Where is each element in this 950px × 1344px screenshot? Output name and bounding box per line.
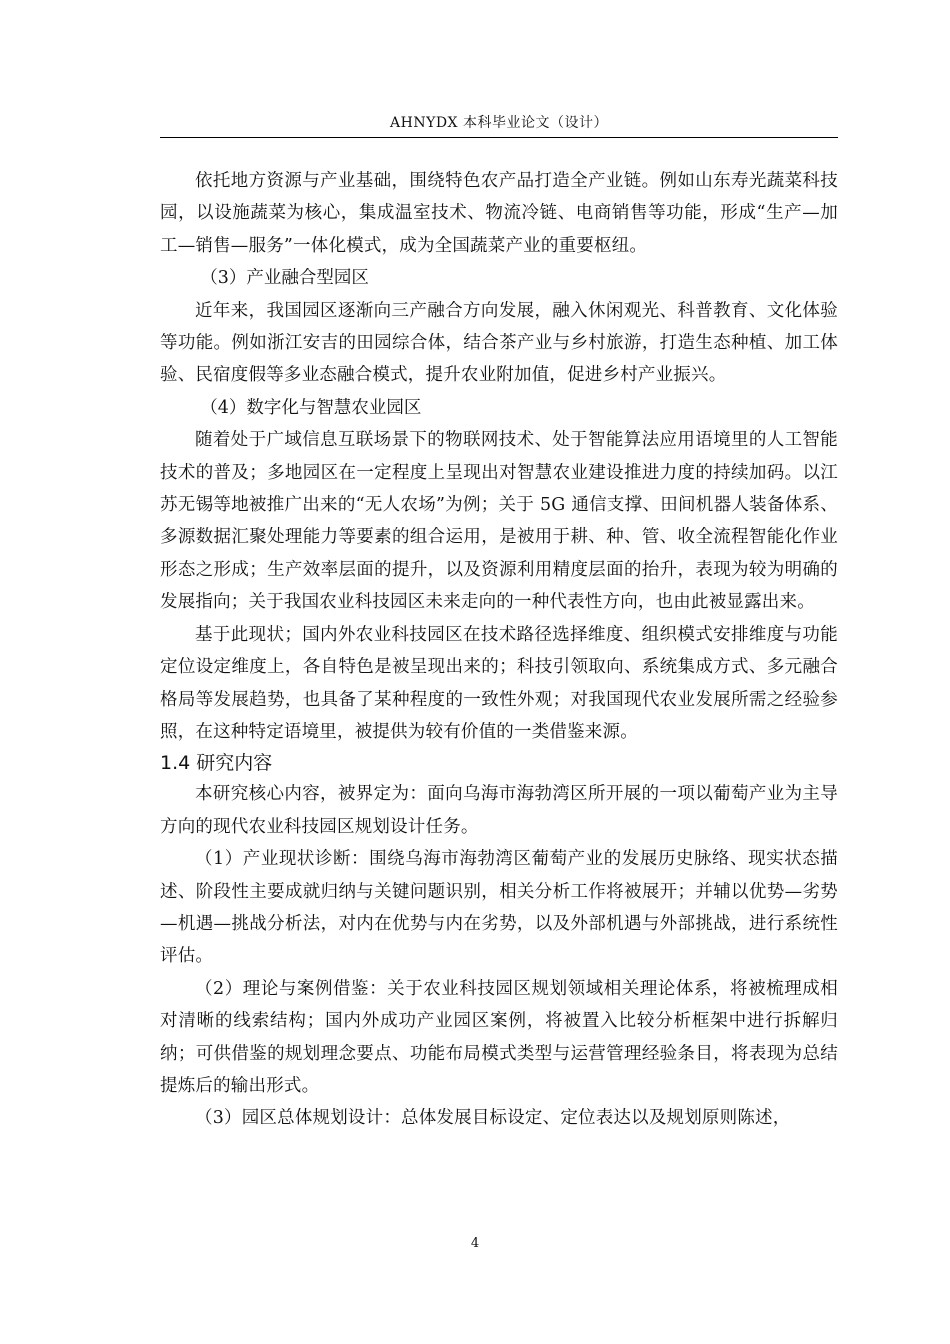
section-heading: 1.4 研究内容	[160, 752, 273, 775]
paragraph-2: 近年来，我国园区逐渐向三产融合方向发展，融入休闲观光、科普教育、文化体验等功能。例如浙江安吉的田园综合体，结合茶产业与乡村旅游，打造生态种植、加工体验、民宿度假等多业态融合模式，提升农业附加值，促进乡村产业振兴。	[160, 300, 838, 386]
paragraph-7: （2）理论与案例借鉴：关于农业科技园区规划领域相关理论体系，将被梳理成相对清晰的线索结构；国内外成功产业园区案例，将被置入比较分析框架中进行拆解归纳；可供借鉴的规划理念要点、功能布局模式类型与运营管理经验条目，将表现为总结提炼后的输出形式。	[160, 978, 838, 1096]
header-rule	[160, 137, 838, 138]
paragraph-4: 基于此现状；国内外农业科技园区在技术路径选择维度、组织模式安排维度与功能定位设定维度上，各自特色是被呈现出来的；科技引领取向、系统集成方式、多元融合格局等发展趋势，也具备了某种程度的一致性外观；对我国现代农业发展所需之经验参照，在这种特定语境里，被提供为较有价值的一类借鉴来源。	[160, 624, 838, 742]
paragraph-5: 本研究核心内容，被界定为：面向乌海市海勃湾区所开展的一项以葡萄产业为主导方向的现代农业科技园区规划设计任务。	[160, 784, 838, 837]
subheading-3: （3）产业融合型园区	[200, 268, 369, 289]
paragraph-1: 依托地方资源与产业基础，围绕特色农产品打造全产业链。例如山东寿光蔬菜科技园，以设施蔬菜为核心，集成温室技术、物流冷链、电商销售等功能，形成“生产—加工—销售—服务”一体化模式，成为全国蔬菜产业的重要枢纽。	[160, 171, 838, 256]
paragraph-8: （3）园区总体规划设计：总体发展目标设定、定位表达以及规划原则陈述，	[195, 1108, 791, 1129]
paragraph-3: 随着处于广域信息互联场景下的物联网技术、处于智能算法应用语境里的人工智能技术的普及；多地园区在一定程度上呈现出对智慧农业建设推进力度的持续加码。以江苏无锡等地被推广出来的“无人农场”为例；关于 5G 通信支撑、田间机器人装备体系、多源数据汇聚处理能力等要素的组合运用，是被用于耕、种、管、收全流程智能化作业形态之形成；生产效率层面的提升，以及资源利用精度层面的抬升，表现为较为明确的发展指向；关于我国农业科技园区未来走向的一种代表性方向，也由此被显露出来。	[160, 430, 838, 613]
body-text	[160, 165, 838, 1135]
paragraph-6: （1）产业现状诊断：围绕乌海市海勃湾区葡萄产业的发展历史脉络、现实状态描述、阶段性主要成就归纳与关键问题识别，相关分析工作将被展开；并辅以优势—劣势—机遇—挑战分析法，对内在优势与内在劣势，以及外部机遇与外部挑战，进行系统性评估。	[160, 849, 838, 967]
running-header: AHNYDX 本科毕业论文（设计）	[390, 115, 608, 131]
page-number: 4	[470, 1236, 480, 1251]
subheading-4: （4）数字化与智慧农业园区	[200, 397, 422, 418]
